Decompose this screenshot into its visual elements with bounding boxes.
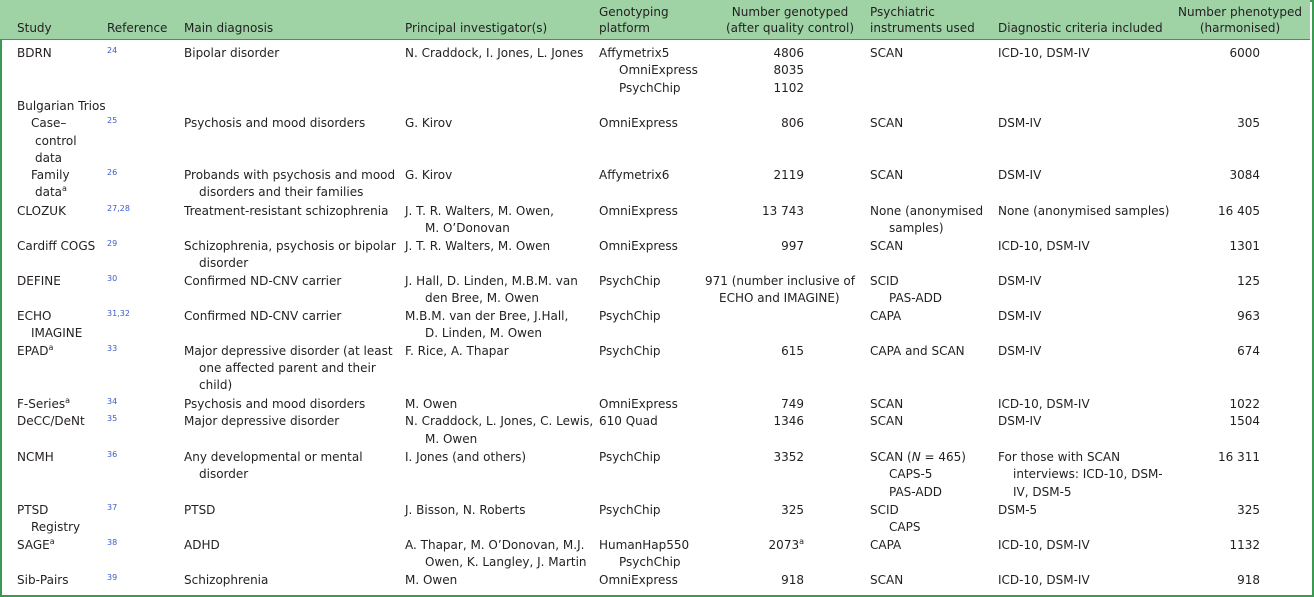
- diagnosis: Any developmental or mental: [184, 450, 363, 464]
- number-phenotyped: 1301: [1229, 239, 1260, 253]
- number-genotyped: 8035: [773, 63, 804, 77]
- number-genotyped: 3352: [773, 450, 804, 464]
- principal-investigator: M. O’Donovan: [425, 221, 510, 235]
- study-name: Case–: [31, 116, 67, 130]
- study-name: IMAGINE: [31, 326, 83, 340]
- reference-link[interactable]: 39: [107, 573, 118, 582]
- diagnosis: Psychosis and mood disorders: [184, 397, 366, 411]
- header-platform-line2: platform: [599, 21, 650, 35]
- reference-link[interactable]: 30: [107, 274, 118, 283]
- study-name: SAGE: [17, 538, 50, 552]
- study-name: Cardiff COGS: [17, 239, 96, 253]
- header-genotyped-line2: (after quality control): [725, 21, 855, 35]
- header-criteria: Diagnostic criteria included: [998, 21, 1163, 35]
- criteria: DSM-IV: [998, 309, 1042, 323]
- principal-investigator: A. Thapar, M. O’Donovan, M.J.: [405, 538, 585, 552]
- study-name: F-Series: [17, 397, 66, 411]
- instruments: SCAN: [870, 414, 904, 428]
- reference-link[interactable]: 34: [107, 397, 118, 406]
- platform: PsychChip: [599, 503, 661, 517]
- header-instruments-line2: instruments used: [870, 21, 975, 35]
- principal-investigator: M. Owen: [425, 432, 478, 446]
- header-platform-line1: Genotyping: [599, 5, 669, 19]
- diagnosis: Psychosis and mood disorders: [184, 116, 366, 130]
- reference-link[interactable]: 36: [107, 450, 118, 459]
- diagnosis: child): [199, 378, 233, 392]
- study-name: ECHO: [17, 309, 52, 323]
- footnote-marker: a: [799, 537, 804, 546]
- diagnosis: Major depressive disorder: [184, 414, 340, 428]
- header-genotyped-line1: Number genotyped: [731, 5, 849, 19]
- criteria: ICD-10, DSM-IV: [998, 239, 1090, 253]
- number-genotyped: 615: [781, 344, 804, 358]
- study-name-line: [17, 537, 55, 554]
- instruments: SCID: [870, 503, 899, 517]
- study-name: PTSD: [17, 503, 49, 517]
- number-phenotyped: 16 311: [1218, 450, 1260, 464]
- header-study: Study: [17, 21, 52, 35]
- header-phenotyped-line1: Number phenotyped: [1178, 5, 1302, 19]
- study-name: data: [35, 185, 63, 199]
- footnote-marker: a: [48, 343, 54, 352]
- number-genotyped: 997: [781, 239, 804, 253]
- instruments: CAPA: [870, 538, 902, 552]
- number-phenotyped: 1022: [1229, 397, 1260, 411]
- number-phenotyped: 1132: [1229, 538, 1260, 552]
- instruments: CAPS-5: [889, 467, 933, 481]
- study-name: Sib-Pairs: [17, 573, 69, 587]
- platform: OmniExpress: [599, 204, 678, 218]
- platform: PsychChip: [599, 274, 661, 288]
- reference-link[interactable]: 31,32: [107, 309, 130, 318]
- criteria: ICD-10, DSM-IV: [998, 397, 1090, 411]
- criteria: None (anonymised samples): [998, 204, 1170, 218]
- principal-investigator: N. Craddock, I. Jones, L. Jones: [405, 46, 584, 60]
- number-genotyped-line: [700, 537, 804, 554]
- number-genotyped: 971 (number inclusive of: [705, 274, 855, 288]
- instruments: samples): [889, 221, 944, 235]
- study-name: control: [35, 134, 77, 148]
- criteria: DSM-IV: [998, 168, 1042, 182]
- header-diagnosis: Main diagnosis: [184, 21, 274, 35]
- reference-link[interactable]: 29: [107, 239, 118, 248]
- principal-investigator: J. Hall, D. Linden, M.B.M. van: [405, 274, 578, 288]
- principal-investigator: M. Owen: [405, 397, 458, 411]
- platform: PsychChip: [619, 555, 681, 569]
- instruments-n: N: [911, 450, 921, 464]
- diagnosis: Confirmed ND-CNV carrier: [184, 274, 342, 288]
- principal-investigator: Owen, K. Langley, J. Martin: [425, 555, 587, 569]
- footnote-marker: a: [62, 184, 67, 193]
- number-phenotyped: 125: [1237, 274, 1260, 288]
- number-phenotyped: 3084: [1229, 168, 1260, 182]
- platform: PsychChip: [599, 309, 661, 323]
- diagnosis: Schizophrenia, psychosis or bipolar: [184, 239, 396, 253]
- study-name: Family: [31, 168, 70, 182]
- study-name-line: [17, 343, 53, 360]
- instruments: SCID: [870, 274, 899, 288]
- reference-link[interactable]: 38: [107, 538, 118, 547]
- instruments: PAS-ADD: [889, 485, 943, 499]
- reference-link[interactable]: 24: [107, 46, 118, 55]
- study-name: CLOZUK: [17, 204, 66, 218]
- number-genotyped: ECHO and IMAGINE): [719, 291, 840, 305]
- number-phenotyped: 6000: [1229, 46, 1260, 60]
- study-name-line: [17, 396, 70, 413]
- platform: OmniExpress: [599, 116, 678, 130]
- footnote-marker: a: [65, 396, 71, 405]
- principal-investigator: I. Jones (and others): [405, 450, 527, 464]
- diagnosis: Major depressive disorder (at least: [184, 344, 393, 358]
- principal-investigator: F. Rice, A. Thapar: [405, 344, 509, 358]
- header-phenotyped-line2: (harmonised): [1199, 21, 1281, 35]
- reference-link[interactable]: 25: [107, 116, 118, 125]
- study-name: EPAD: [17, 344, 49, 358]
- criteria: For those with SCAN: [998, 450, 1121, 464]
- header-instruments-line1: Psychiatric: [870, 5, 935, 19]
- principal-investigator: M. Owen: [405, 573, 458, 587]
- criteria: DSM-IV: [998, 344, 1042, 358]
- platform: OmniExpress: [599, 397, 678, 411]
- number-genotyped: 4806: [773, 46, 804, 60]
- number-phenotyped: 963: [1237, 309, 1260, 323]
- principal-investigator: J. Bisson, N. Roberts: [405, 503, 526, 517]
- instruments: SCAN: [870, 116, 904, 130]
- reference-link[interactable]: 26: [107, 168, 118, 177]
- diagnosis: PTSD: [184, 503, 216, 517]
- platform: OmniExpress: [599, 573, 678, 587]
- number-phenotyped: 1504: [1229, 414, 1260, 428]
- number-phenotyped: 305: [1237, 116, 1260, 130]
- reference-link[interactable]: 33: [107, 344, 118, 353]
- platform: Affymetrix6: [599, 168, 670, 182]
- principal-investigator: M.B.M. van der Bree, J.Hall,: [405, 309, 569, 323]
- study-name: NCMH: [17, 450, 54, 464]
- number-genotyped: 1102: [773, 81, 804, 95]
- header-reference: Reference: [107, 21, 168, 35]
- principal-investigator: N. Craddock, L. Jones, C. Lewis,: [405, 414, 594, 428]
- principal-investigator: den Bree, M. Owen: [425, 291, 539, 305]
- instruments: SCAN: [870, 239, 904, 253]
- criteria: ICD-10, DSM-IV: [998, 538, 1090, 552]
- platform: OmniExpress: [599, 239, 678, 253]
- principal-investigator: G. Kirov: [405, 116, 453, 130]
- reference-link[interactable]: 27,28: [107, 204, 130, 213]
- criteria: DSM-IV: [998, 414, 1042, 428]
- principal-investigator: G. Kirov: [405, 168, 453, 182]
- principal-investigator: J. T. R. Walters, M. Owen: [405, 239, 551, 253]
- number-genotyped: 13 743: [762, 204, 804, 218]
- platform: Affymetrix5: [599, 46, 670, 60]
- instruments: SCAN: [870, 168, 904, 182]
- diagnosis: Probands with psychosis and mood: [184, 168, 396, 182]
- instruments-line: [870, 449, 966, 466]
- diagnosis: Confirmed ND-CNV carrier: [184, 309, 342, 323]
- footnote-marker: a: [49, 537, 55, 546]
- study-name: Registry: [31, 520, 81, 534]
- number-genotyped: 749: [781, 397, 804, 411]
- reference-link[interactable]: 35: [107, 414, 118, 423]
- number-genotyped: 918: [781, 573, 804, 587]
- study-name: data: [35, 151, 63, 165]
- instruments: None (anonymised: [870, 204, 984, 218]
- study-name: DeCC/DeNt: [17, 414, 85, 428]
- instruments: SCAN: [870, 573, 904, 587]
- instruments: CAPA and SCAN: [870, 344, 965, 358]
- criteria: IV, DSM-5: [1013, 485, 1072, 499]
- number-genotyped: 325: [781, 503, 804, 517]
- platform: PsychChip: [619, 81, 681, 95]
- number-phenotyped: 918: [1237, 573, 1260, 587]
- criteria: DSM-5: [998, 503, 1038, 517]
- number-phenotyped: 325: [1237, 503, 1260, 517]
- instruments: SCAN (: [870, 450, 912, 464]
- platform: HumanHap550: [599, 538, 690, 552]
- diagnosis: disorder: [199, 256, 249, 270]
- number-phenotyped: 674: [1237, 344, 1260, 358]
- instruments: CAPA: [870, 309, 902, 323]
- study-name: BDRN: [17, 46, 52, 60]
- diagnosis: ADHD: [184, 538, 220, 552]
- instruments: SCAN: [870, 46, 904, 60]
- diagnosis: disorder: [199, 467, 249, 481]
- principal-investigator: J. T. R. Walters, M. Owen,: [405, 204, 554, 218]
- number-genotyped: 2073: [768, 538, 800, 552]
- instruments: PAS-ADD: [889, 291, 943, 305]
- criteria: ICD-10, DSM-IV: [998, 573, 1090, 587]
- platform: PsychChip: [599, 450, 661, 464]
- diagnosis: Bipolar disorder: [184, 46, 280, 60]
- number-genotyped: 806: [781, 116, 804, 130]
- instruments: CAPS: [889, 520, 921, 534]
- platform: OmniExpress: [619, 63, 698, 77]
- criteria: ICD-10, DSM-IV: [998, 46, 1090, 60]
- number-phenotyped: 16 405: [1218, 204, 1260, 218]
- number-genotyped: 1346: [773, 414, 804, 428]
- study-name: Bulgarian Trios: [17, 99, 106, 113]
- header-pi: Principal investigator(s): [405, 21, 548, 35]
- platform: PsychChip: [599, 344, 661, 358]
- reference-link[interactable]: 37: [107, 503, 118, 512]
- criteria: DSM-IV: [998, 116, 1042, 130]
- criteria: DSM-IV: [998, 274, 1042, 288]
- criteria: interviews: ICD-10, DSM-: [1013, 467, 1163, 481]
- instruments: SCAN: [870, 397, 904, 411]
- study-name-line: [35, 184, 67, 201]
- diagnosis: disorders and their families: [199, 185, 364, 199]
- diagnosis: Schizophrenia: [184, 573, 269, 587]
- principal-investigator: D. Linden, M. Owen: [425, 326, 542, 340]
- instruments: = 465): [920, 450, 966, 464]
- diagnosis: one affected parent and their: [199, 361, 376, 375]
- platform: 610 Quad: [599, 414, 658, 428]
- study-name: DEFINE: [17, 274, 61, 288]
- number-genotyped: 2119: [773, 168, 804, 182]
- diagnosis: Treatment-resistant schizophrenia: [184, 204, 389, 218]
